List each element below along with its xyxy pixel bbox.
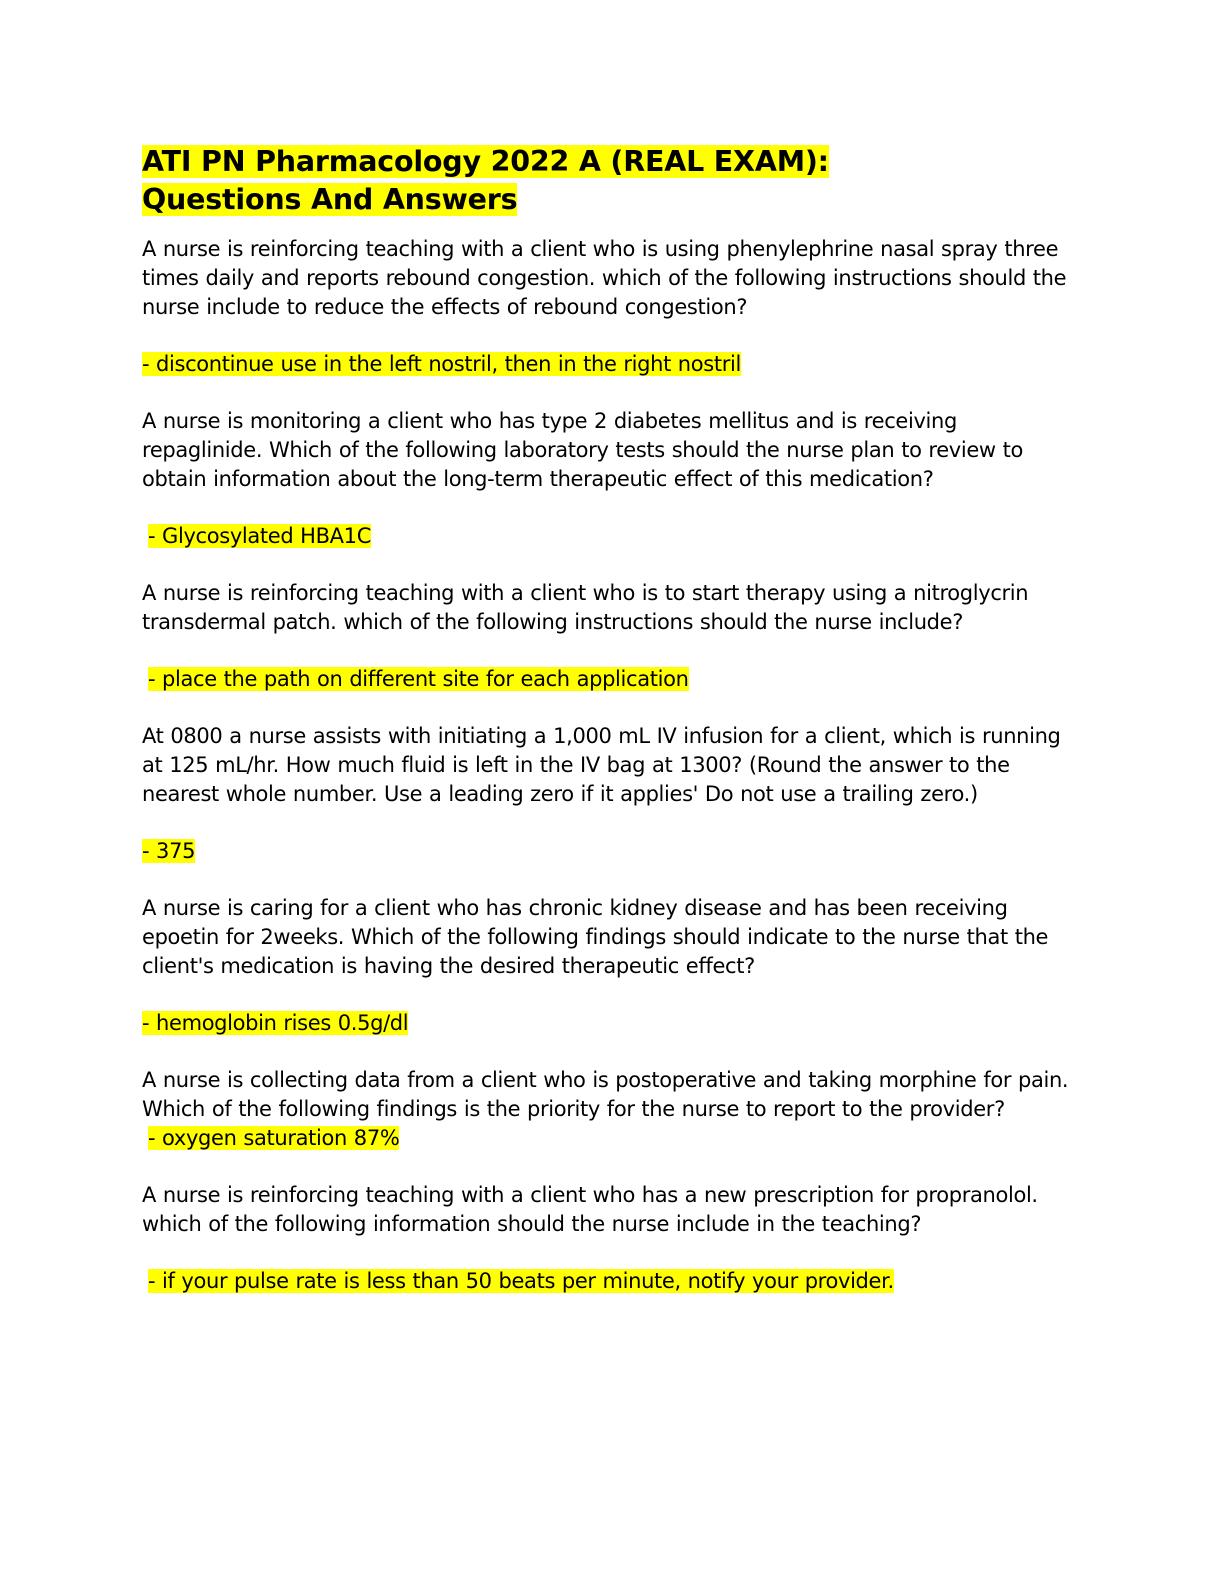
- answer-4-text: - 375: [142, 839, 196, 863]
- question-4: At 0800 a nurse assists with initiating a 1,000 mL IV infusion for a client, which is running at 125 mL/hr. How much fluid is left in the IV bag at 1300? (Round the answer to the nearest whole number. Use a leading zero if it applies' Do not use a trailing zero.): [142, 724, 1061, 806]
- answer-4: [142, 837, 1082, 866]
- answer-7: [142, 1267, 1082, 1296]
- title-line-2: Questions And Answers: [142, 183, 518, 216]
- answer-1-text: - discontinue use in the left nostril, then in the right nostril: [142, 352, 741, 376]
- question-5: A nurse is caring for a client who has chronic kidney disease and has been receiving epoetin for 2weeks. Which of the following findings should indicate to the nurse that the client's medication is having the desired therapeutic effect?: [142, 896, 1049, 978]
- title-line-1: ATI PN Pharmacology 2022 A (REAL EXAM):: [142, 145, 829, 178]
- answer-2-text: - Glycosylated HBA1C: [148, 524, 372, 548]
- question-2: A nurse is monitoring a client who has type 2 diabetes mellitus and is receiving repaglinide. Which of the following laboratory tests should the nurse plan to review to obtain information about the long-term therapeutic effect of this medication?: [142, 409, 1023, 491]
- answer-5-text: - hemoglobin rises 0.5g/dl: [142, 1011, 409, 1035]
- answer-6-text: - oxygen saturation 87%: [148, 1126, 400, 1150]
- answer-1: [142, 350, 1082, 379]
- answer-3: [142, 665, 1082, 694]
- answer-3-text: - place the path on different site for each application: [148, 667, 689, 691]
- answer-7-text: - if your pulse rate is less than 50 beats per minute, notify your provider.: [148, 1269, 894, 1293]
- question-3: A nurse is reinforcing teaching with a client who is to start therapy using a nitroglycrin transdermal patch. which of the following instructions should the nurse include?: [142, 581, 1029, 634]
- document-title: [142, 143, 1082, 219]
- question-6: A nurse is collecting data from a client who is postoperative and taking morphine for pain. Which of the following findings is the priority for the nurse to report to the provider?: [142, 1068, 1069, 1121]
- answer-6: [142, 1124, 1082, 1153]
- answer-5: [142, 1009, 1082, 1038]
- answer-2: [142, 522, 1082, 551]
- qa-list: [142, 235, 1082, 1296]
- question-7: A nurse is reinforcing teaching with a client who has a new prescription for propranolol. which of the following information should the nurse include in the teaching?: [142, 1183, 1038, 1236]
- question-1: A nurse is reinforcing teaching with a client who is using phenylephrine nasal spray three times daily and reports rebound congestion. which of the following instructions should the nurse include to reduce the effects of rebound congestion?: [142, 237, 1067, 319]
- document-page: [142, 143, 1082, 1324]
